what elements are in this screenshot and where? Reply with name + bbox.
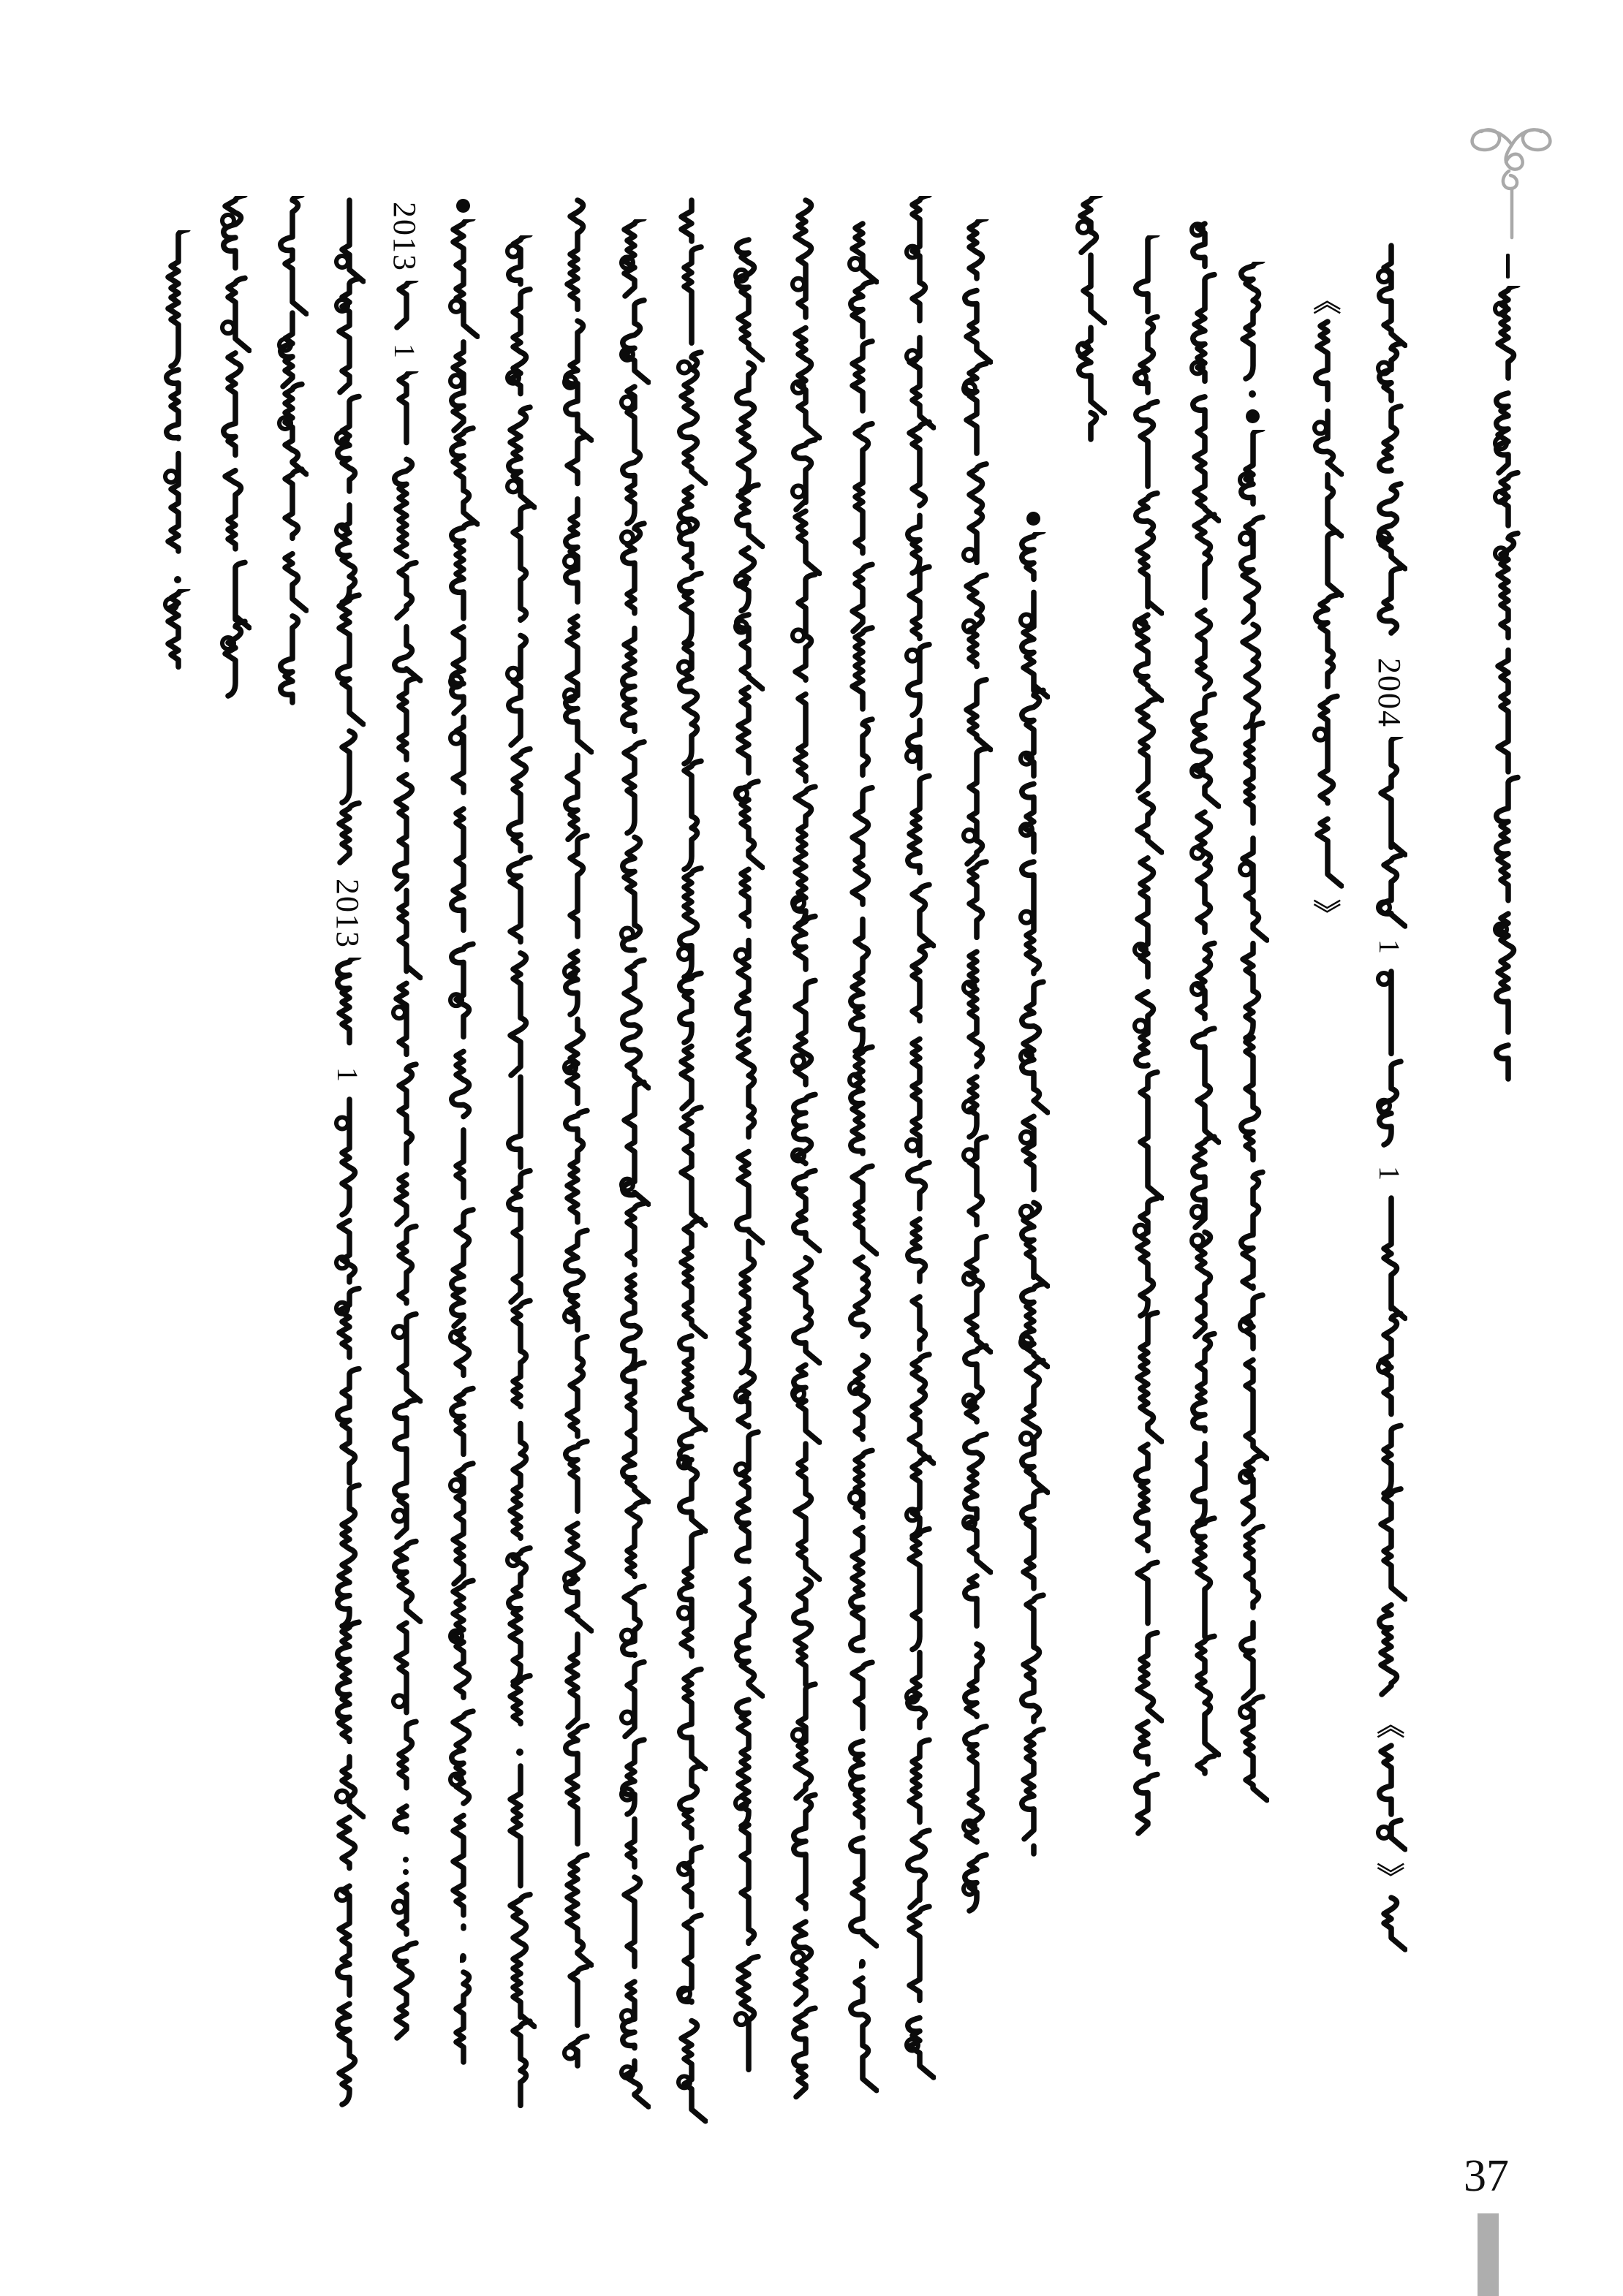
mongolian-script-run: [446, 1968, 480, 2076]
mongolian-script-run: [1236, 430, 1269, 1824]
mongolian-script-run: [1374, 737, 1407, 932]
text-column-body-11: [617, 219, 651, 2113]
text-column-header-col-2: [1374, 241, 1407, 1955]
rotated-digits: 2004: [1372, 658, 1408, 728]
middle-dot-punctuation: [161, 576, 194, 583]
mongolian-script-run: [389, 281, 423, 336]
flourish-stroke: [1472, 129, 1512, 150]
dash: [1506, 254, 1510, 279]
mongolian-script-run: [503, 1762, 537, 2127]
text-column-body-04: [1016, 512, 1050, 1871]
text-column-title-col: [1310, 287, 1344, 927]
text-column-body-09: [731, 235, 765, 2091]
rotated-digits: 1: [1373, 1166, 1407, 1181]
text-column-body-08: [788, 196, 822, 2120]
middle-dot-punctuation: [503, 1748, 537, 1756]
section-bullet-icon: [446, 199, 480, 213]
section-bullet-icon: [1236, 409, 1269, 423]
flourish-stroke: [1503, 171, 1517, 189]
dash-token: [1491, 254, 1524, 279]
mongolian-script-run: [617, 219, 651, 2113]
middle-dot-punctuation: [1236, 390, 1269, 398]
text-column-body-03: [1073, 196, 1107, 457]
comma: [460, 1953, 466, 1963]
dot: [1249, 390, 1256, 398]
text-column-body-19: [161, 230, 194, 691]
text-column-body-02: [1130, 235, 1164, 1842]
text-column-header-col-1: [1491, 254, 1524, 1096]
bullet-dot: [1026, 512, 1040, 526]
mongolian-script-run: [845, 1974, 879, 2105]
mongolian-script-run: [446, 219, 480, 1946]
flourish-stroke: [1512, 129, 1550, 150]
mongolian-script-run: [560, 196, 594, 2083]
rotated-digits: 1: [388, 344, 422, 358]
rotated-digits: 2013: [330, 879, 366, 949]
page-number: 37: [1464, 2151, 1509, 2201]
bracket-glyph: 《: [1310, 287, 1342, 315]
page-edge-tab: [1478, 2213, 1499, 2296]
bullet-dot: [1246, 409, 1260, 423]
mongolian-script-run: [1374, 1741, 1407, 1855]
mongolian-script-run: [1016, 532, 1050, 1871]
bullet-dot: [456, 199, 470, 213]
section-bullet-icon: [1016, 512, 1050, 526]
mongolian-script-run: [1236, 262, 1269, 383]
mongolian-colon: [389, 1857, 423, 1875]
text-column-body-06: [902, 196, 936, 2083]
mongolian-script-run: [332, 958, 366, 1060]
comma: [859, 1959, 866, 1969]
text-column-section-col-1: [1236, 262, 1269, 1824]
mongolian-script-run: [1310, 317, 1344, 892]
text-column-body-14: [446, 199, 480, 2076]
flourish-ornament: [1461, 102, 1563, 241]
mongolian-script-run: [332, 1095, 366, 2109]
rotated-digits: 2013: [387, 202, 423, 272]
mongolian-script-run: [788, 196, 822, 2120]
bracket-glyph: 》: [1374, 1863, 1405, 1891]
flourish-stroke: [1506, 145, 1523, 170]
mongolian-comma: [446, 1953, 480, 1963]
text-column-body-13: [503, 235, 537, 2127]
mongolian-script-run: [845, 219, 879, 1952]
text-column-body-12: [560, 196, 594, 2083]
mongolian-script-run: [1374, 1194, 1407, 1703]
mongolian-script-run: [389, 371, 423, 1849]
mongolian-script-run: [389, 1880, 423, 2047]
mongolian-script-run: [161, 230, 194, 569]
mongolian-script-run: [218, 196, 251, 700]
text-column-body-16: [332, 196, 366, 2109]
bracket-glyph: 《: [1374, 1710, 1405, 1739]
mongolian-script-run: [1491, 286, 1524, 1096]
mongolian-script-run: [161, 589, 194, 691]
text-column-body-05: [959, 219, 993, 1915]
mongolian-script-run: [731, 235, 765, 2091]
bracket-glyph: 》: [1310, 899, 1342, 928]
mongolian-script-run: [1073, 196, 1107, 457]
mongolian-script-run: [332, 196, 366, 871]
mongolian-script-run: [674, 196, 708, 2134]
mongolian-comma: [845, 1959, 879, 1969]
text-column-body-10: [674, 196, 708, 2134]
mongolian-script-run: [1187, 219, 1221, 1791]
rotated-digits: 1: [331, 1067, 365, 1082]
mongolian-script-run: [959, 219, 993, 1915]
text-column-body-07: [845, 219, 879, 2105]
mongolian-script-run: [1374, 1893, 1407, 1955]
text-column-body-18: [218, 196, 251, 700]
colon-dots: [389, 1857, 423, 1875]
text-column-body-15: [389, 196, 423, 2047]
mongolian-script-run: [1374, 241, 1407, 651]
dot: [516, 1748, 523, 1756]
mongolian-script-run: [1130, 235, 1164, 1842]
text-column-body-01: [1187, 219, 1221, 1791]
mongolian-script-run: [902, 196, 936, 2083]
rotated-digits: 1: [1373, 939, 1407, 954]
mongolian-script-run: [275, 196, 309, 720]
dot: [174, 576, 181, 583]
text-column-body-17: [275, 196, 309, 720]
mongolian-script-run: [503, 235, 537, 1741]
mongolian-script-run: [1374, 967, 1407, 1159]
